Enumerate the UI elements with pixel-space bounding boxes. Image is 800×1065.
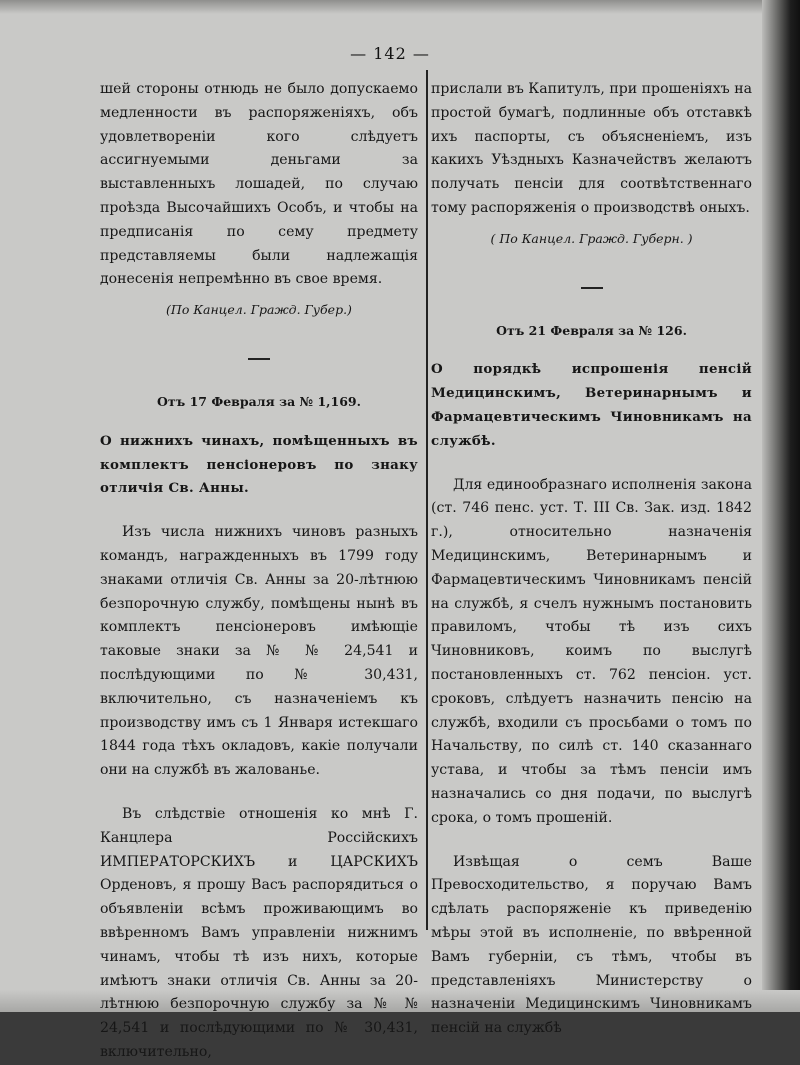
section-separator	[248, 358, 270, 360]
book-spine-shadow	[762, 0, 800, 1012]
left-column	[100, 78, 418, 1065]
page-number: — 142 —	[350, 44, 430, 63]
right-dateline: Отъ 21 Февраля за № 126.	[496, 322, 687, 338]
left-continuation-text: шей стороны отнюдь не было допускаемо медленности въ распоряженіяхъ, объ удовлетвореніи кого слѣдуетъ ассигнуемыми деньгами за выставленныхъ лошадей, по случаю проѣзда Высочайшихъ Особъ, и чтобы на предписанія по сему предмету представляемы были надлежащія донесенія непремѣнно въ свое время.	[100, 81, 418, 288]
left-paragraph-2: Въ слѣдствіе отношенія ко мнѣ Г. Канцлера Россійскихъ ИМПЕРАТОРСКИХЪ и ЦАРСКИХЪ Орденовъ, я прошу Васъ распорядиться о объявленіи всѣмъ проживающимъ во ввѣренномъ Вамъ управленіи нижнимъ чинамъ, чтобы тѣ изъ нихъ, которые имѣютъ знаки отличія Св. Анны за 20-лѣтнюю безпорочную службу за № № 24,541 и послѣдующими по № 30,431, включительно,	[100, 805, 418, 1060]
left-paragraph-1: Изъ числа нижнихъ чиновъ разныхъ командъ, награжденныхъ въ 1799 году знаками отличія Св. Анны за 20-лѣтнюю безпорочную службу, помѣщены нынѣ въ комплектъ пенсіонеровъ имѣющіе таковые знаки за № № 24,541 и послѣдующими по № 30,431, включительно, съ назначеніемъ къ производству имъ съ 1 Января истекшаго 1844 года тѣхъ окладовъ, какіе получали они на службѣ въ жалованье.	[100, 524, 418, 779]
left-heading: О нижнихъ чинахъ, помѣщенныхъ въ комплектъ пенсіонеровъ по знаку отличія Св. Анны.	[100, 432, 418, 497]
right-signature: ( По Канцел. Гражд. Губерн. )	[490, 230, 693, 246]
column-divider	[426, 70, 428, 930]
scan-shadow-top	[0, 0, 800, 14]
left-dateline: Отъ 17 Февраля за № 1,169.	[157, 393, 361, 409]
left-signature: (По Канцел. Гражд. Губер.)	[166, 302, 352, 318]
right-paragraph-1: Для единообразнаго исполненія закона (ст. 746 пенс. уст. Т. III Св. Зак. изд. 1842 г.), относительно назначенія Медицинскимъ, Ветеринарнымъ и Фармацевтическимъ Чиновникамъ пенсій на службѣ, я счелъ нужнымъ постановить правиломъ, чтобы тѣ изъ сихъ Чиновниковъ, коимъ по выслугѣ постановленныхъ ст. 762 пенсіон. уст. сроковъ, слѣдуетъ назначить пенсію на службѣ, входили съ просьбами о томъ по Начальству, по силѣ ст. 140 сказаннаго устава, и чтобы за тѣмъ пенсіи имъ назначались со дня подачи, по выслугѣ срока, о томъ прошеній.	[431, 476, 752, 826]
right-continuation-text: прислали въ Капитулъ, при прошеніяхъ на простой бумагѣ, подлинные объ отставкѣ ихъ паспорты, съ объясненіемъ, изъ какихъ Уѣздныхъ Казначействъ желаютъ получать пенсіи для соотвѣтственнаго тому распоряженія о производствѣ оныхъ.	[431, 81, 752, 216]
right-paragraph-2: Извѣщая о семъ Ваше Превосходительство, я поручаю Вамъ сдѣлать распоряженіе къ приведенію мѣры этой въ исполненіе, по ввѣренной Вамъ губерніи, съ тѣмъ, чтобы въ представленіяхъ Министерству о назначеніи Медицинскимъ Чиновникамъ пенсій на службѣ	[431, 853, 752, 1037]
right-column	[431, 78, 752, 1041]
section-separator	[581, 287, 603, 289]
right-heading: О порядкѣ испрошенія пенсій Медицинскимъ, Ветеринарнымъ и Фармацевтическимъ Чиновникамъ на службѣ.	[431, 361, 752, 449]
